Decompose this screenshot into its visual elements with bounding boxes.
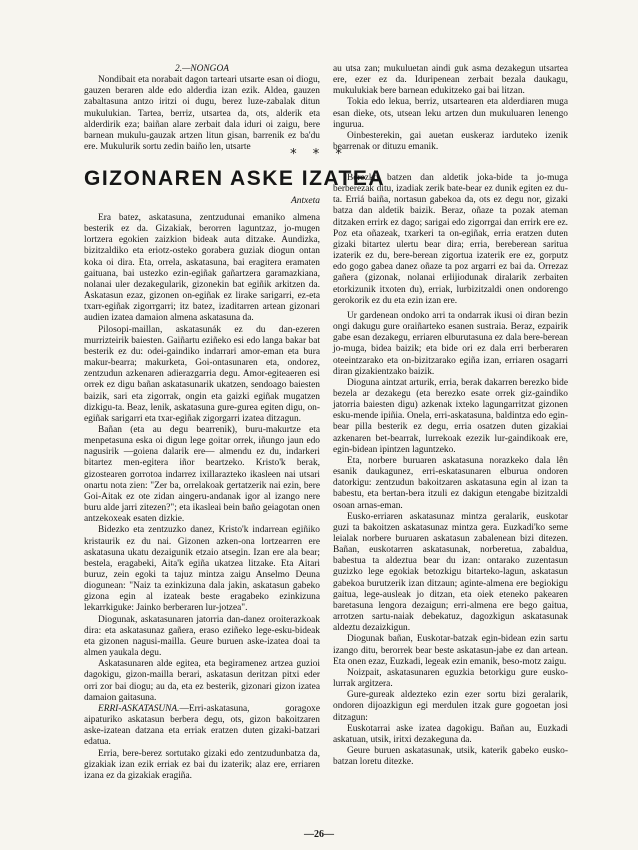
article-right-column bbox=[333, 173, 568, 768]
paragraph: Eusko-erriaren askatasunaz mintza geralarik, euskotar guzi ta bakoitzen askatasunaz mintza gera. Euzkadi'ko seme leialak norbere buruaren askatasun zabalenean bizi ditezen. Bañan, euskotarren askatasunak, norberetua, zabaldua, babestua ta aldeztua bear du izan: ontarako zuzentasun guzizko lege egokiak betozkigu bitarteko-lagun, askatasun gabekoa burutzerik izan ditzaun; aginte-almena ere begiokigu gaitua, lege-ausleak jo ditzan, eta oiek eteneko pakearen baretasuna lengora dezaigun; erri-almena ere bego gaitua, arrotzen sartu-naiak debekatuz, dagozkigun askatasunak aldeztu dezaizkigun. bbox=[333, 511, 568, 634]
subsection-paragraph bbox=[84, 704, 320, 749]
paragraph: Ur gardenean ondoko arri ta ondarrak ikusi oi diran bezin ongi dakugu gure oraiñarteko esanen sustraia. Beraz, ezpairik gabe esan dezakegu, erriaren elburutasuna ez dala bere-berean jo-muga, bidea baizik; eta bide ori ez dala erri berberaren oteeintzarako eta on-bizitzarako egiña izan, erriaren osagarri diran gizakientzako baizik. bbox=[333, 310, 568, 377]
paragraph: Noizpait, askatasunaren eguzkia betorkigu gure eusko-lurrak argitzera. bbox=[333, 667, 568, 690]
paragraph: Bañan (eta au degu bearrenik), buru-makurtze eta menpetasuna eska oi digun lege goitar orrek, iñungo jaun edo nagusirik —goiena dalarik ere— almendu ez du, indarkeri bitartez men-egitera iñor beartzeko. Kristo'k berak, gizostearen gorrotoa indarrez ixillarazteko ikasleen nai utsari onartu nota zien: "Zer ba, orrelakoak gertatzerik nai ezin, bere Goi-Aitak ez ote zidan aingeru-andanak igor al izango nere buru alde jarri zitezen?"; eta ikasleai bein baño geiagotan onen antzekoxeak esaten dizkie. bbox=[84, 424, 320, 525]
section-heading-text: 2.—NONGOA bbox=[175, 64, 229, 74]
section-heading bbox=[84, 64, 320, 75]
subsection-heading: ERRI-ASKATASUNA. bbox=[98, 703, 180, 714]
section-nongoa bbox=[84, 64, 320, 153]
paragraph: Oinbesterekin, gai auetan euskeraz iarduteko izenik bearrenak or dituzu emanik. bbox=[333, 130, 568, 153]
paragraph: Diogunak, askatasunaren jatorria dan-danez oroiterazkoak dira: eta askatasunaz gañera, eraso eziñeko lege-esku-bideak eta gizonen nagusi-mailla. Geure buruen aske-izatea doai ta almen yaukala degu. bbox=[84, 614, 320, 659]
paragraph: au utsa zan; mukuluetan aindi guk asma dezakegun utsartea ere, ezer ez da. Iduripenean zerbait bezala daukagu, mukulukiak bere barnean edukitzeko gai bai litzan. bbox=[333, 64, 568, 97]
paragraph: Dioguna aintzat arturik, erria, berak dakarren berezko bide bezela ar dezakegu (eta berezko esate orrek giz-gaindiko jatorria baiesten digu) azkenak ixteko lagungarritzat gizonen esku-mende ipiñia. Onela, erri-askatasuna, baldintza edo egin-bear pilla besterik ez degu, erria osatzen duten gizakiai azkenaren bet-bearrak, lurrekoak ezezik lur-gaindikoak ere, egin-bidean ipintzen laguntzeko. bbox=[333, 377, 568, 455]
paragraph: Eta, norbere buruaren askatasuna norazkeko dala lên esanik daukagunez, erri-eskatasunaren elburua ondoren datorkigu: zentzudun bakoitzaren askatasuna egin al izan ta babestu, eta bertan-bera itzuli ez dakigun etengabe bizitzaldi osoan arnas-eman. bbox=[333, 455, 568, 511]
article-title: GIZONAREN ASKE IZATEA bbox=[84, 167, 386, 190]
paragraph: Tokia edo lekua, berriz, utsartearen eta alderdiaren muga esan dieke, ots, utsean leku artzen dun mukuluaren lenengo ingurua. bbox=[333, 97, 568, 130]
paragraph: Nondibait eta norabait dagon tarteari utsarte esan oi diogu, gauzen beraren alde edo alderdia izan ezik. Aldea, gauzen zabaltasuna antzo iritzi oi dugu, berez luze-zabalak ditun mukulukian. Tartea, berriz, utsartea da, ots, alderik eta alderdirik eza; baiñan alare zerbait dala iduri oi zaigu, bere barnean mukulu-gauzak artzen litun gisan, barrenik ez ba'du ere. Mukulurik sortu zedin baiño len, utsarte bbox=[84, 75, 320, 153]
article-left-column bbox=[84, 213, 320, 782]
paragraph: Erria, bere-berez sortutako gizaki edo zentzudunbatza da, gizakiak izan ezik erriak ez bai du izaterik; alaz ere, erriaren izana ez da gizakiak eragiña. bbox=[84, 748, 320, 781]
paragraph: Diogunak bañan, Euskotar-batzak egin-bidean ezin sartu izango ditu, berorrek bear beste askatasun-jabe ez dan artean. Eta onen ezaz, Euzkadi, legeak ezin emanik, beso-motz zaigu. bbox=[333, 634, 568, 667]
paragraph: Pilosopi-maillan, askatasunák ez du dan-ezeren murrizteirik baiesten. Gaiñartu eziñeko esi edo langa bakar bat besterik ez du: odei-gaindiko indarrari amor-eman eta bura makur-bearra; makurketa, Goi-ontasunaren eta, ondorez, zentzudun azkenaren adierazgarria degu. Amor-egiteaeren esi orrek ez digu bañan askatasunarik ukatzen, sendoago baiesten baizik, sari eta zigorrak, ongin eta gaizki egiñak mugatzen dizkigu-ta. Beaz, lenik, askatasuna gure-gurea egiten digu, on-egiñak sarigarri eta txar-egiñak zigorgarri izatea ditzagun. bbox=[84, 324, 320, 424]
paragraph: Bidezko eta zentzuzko danez, Kristo'k indarrean egiñiko kristaurik ez du nai. Gizonen azken-ona lortzearren ere askatasuna ukatu dezaigunik etzaio atsegin. Izan ere ala bear; bestela, eragabeki, Aita'k egiña ukatzea litzake. Eta Aitari buruz, zein egoki ta tajuz mintza zaigu Anselmo Deuna diogunean: "Naiz ta ezinkizuna dala jakin, askatasun gabeko gizona egin al izateak beste eragabeko ezinkizuna lekarrkiguke: Jainko berberaren lur-jotzea". bbox=[84, 525, 320, 614]
section-separator: * * * bbox=[290, 147, 348, 162]
paragraph: Berezko batzen dan aldetik joka-bide ta jo-muga berberezak ditu, izadiak zerik bate-bear ez dunik egiten ez du-ta. Erriá baiña, nortasun gabekoa da, ots ez degu nor, gizaki batza dan aldetik baizik. Beraz, oñaze ta pozak ateman ditzaken errirk ez dago; sarigai edo zigorrgai dan errirk ere ez. Poz eta oñazeak, txarkeri ta on-egiñak, erria eratzen duten gizaki bitartez ulertu bear dira; erria, bereberean saritua izaterik ez du, bere-berean zigortua izaterik ere ez, gorputz edo gogo gabea danez oñaze ta poz argarri ez bai da. Orrezaz gañera (gizonak, nolanai erlijiodunak diralarik zerbaiten etorkizunik itxoten du), erriak, lurbizitzaldi onen ondorengo gerokorik ez du eta ezin izan ere. bbox=[333, 173, 568, 306]
paragraph: Geure buruen askatasunak, utsik, katerik gabeko eusko-batzan loretu ditezke. bbox=[333, 745, 568, 768]
section-nongoa-continued bbox=[333, 64, 568, 153]
subsection-text: —Erri-askatasuna, goragoxe aipaturiko askatasun berbera degu, ots, gizon bakoitzaren aske-izatean datzana eta erriak eratzen duten gizaki-batzari edatua. bbox=[84, 703, 320, 748]
paragraph: Gure-gureak aldezteko ezin ezer sortu bizi geralarik, ondoren dijoazkigun egi merdulen itzak gure gogoetan josi ditzagun: bbox=[333, 690, 568, 723]
paragraph: Euskotarrai aske izatea dagokigu. Bañan au, Euzkadi askatuan, utsik, iritxi dezakeguna da. bbox=[333, 723, 568, 745]
paragraph: Era batez, askatasuna, zentzudunai emaniko almena besterik ez da. Gizakiak, berorren laguntzaz, jo-mugen lortzera egokien zaizkion bideak auta ditzake. Aundizka, bizitzaldiko eta eriotz-osteko gorabera guziak diogun ontan koka oi dira. Eta, orrela, askatasuna, bai eragitera eramaten gaituana, bai ustezko ezin-egiñak gañartzera garamazkiana, nolanai uler dezakegularik, gizonekin bat egiñik arkitzen da. Askatasun ezaz, gizonen on-egiñak ez lirake sarigarri, ez-eta txarr-egiñak zigorrgarri; itz batez, izaditarren artean gizonari audien izatea damaion almena askatasuna da. bbox=[84, 213, 320, 324]
paragraph: Askatasunaren alde egitea, eta begiramenez artzea guzioi dagokigu, gizon-mailla berari, askatasun deritzan pitxi eder orri zor bai diogu; au da, eta ez besterik, gizonari gizon izatea damaion gaitasuna. bbox=[84, 659, 320, 703]
page-number: —26— bbox=[304, 829, 334, 840]
article-author: Antxeta bbox=[290, 196, 320, 206]
